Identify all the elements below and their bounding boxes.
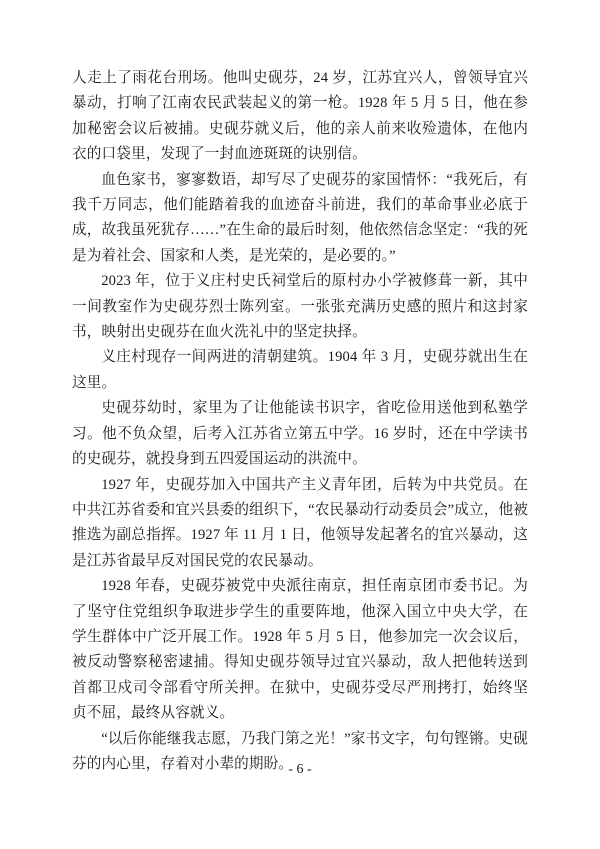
paragraph: 人走上了雨花台刑场。他叫史砚芬，24 岁，江苏宜兴人，曾领导宜兴暴动，打响了江南农民武装起义的第一枪。1928 年 5 月 5 日，他在参加秘密会议后被捕。史砚芬就义后，他的亲人前来收殓遗体，在他内衣的口袋里，发现了一封血迹斑斑的诀别信。 [72,70,528,163]
paragraph: “以后你能继我志愿，乃我门第之光！”家书文字，句句铿锵。史砚芬的内心里，存着对小辈的期盼。 [72,730,528,772]
paragraph: 2023 年，位于义庄村史氏祠堂后的原村办小学被修葺一新，其中一间教室作为史砚芬烈士陈列室。一张张充满历史感的照片和这封家书，映射出史砚芬在血火洗礼中的坚定抉择。 [72,273,528,341]
page-number: - 6 - [288,762,312,777]
paragraph: 义庄村现存一间两进的清朝建筑。1904 年 3 月，史砚芬就出生在这里。 [72,349,528,391]
paragraph: 史砚芬幼时，家里为了让他能读书识字，省吃俭用送他到私塾学习。他不负众望，后考入江苏省立第五中学。16 岁时，还在中学读书的史砚芬，就投身到五四爱国运动的洪流中。 [72,400,528,468]
paragraph: 血色家书，寥寥数语，却写尽了史砚芬的家国情怀：“我死后，有我千万同志，他们能踏着我的血迹奋斗前进，我们的革命事业必底于成，故我虽死犹存……”在生命的最后时刻，他依然信念坚定：“我的死是为着社会、国家和人类，是光荣的，是必要的。” [72,171,528,264]
paragraph: 1928 年春，史砚芬被党中央派往南京，担任南京团市委书记。为了坚守住党组织争取进步学生的重要阵地，他深入国立中央大学，在学生群体中广泛开展工作。1928 年 5 月 5 日，他参加完一次会议后，被反动警察秘密逮捕。得知史砚芬领导过宜兴暴动，敌人把他转送到首都卫戍司令部看守所关押。在狱中，史砚芬受尽严刑拷打，始终坚贞不屈，最终从容就义。 [72,578,528,722]
paragraph: 1927 年，史砚芬加入中国共产主义青年团，后转为中共党员。在中共江苏省委和宜兴县委的组织下，“农民暴动行动委员会”成立，他被推选为副总指挥。1927 年 11 月 1 日，他领导发起著名的宜兴暴动，这是江苏省最早反对国民党的农民暴动。 [72,476,528,569]
page-body-text [72,66,528,777]
